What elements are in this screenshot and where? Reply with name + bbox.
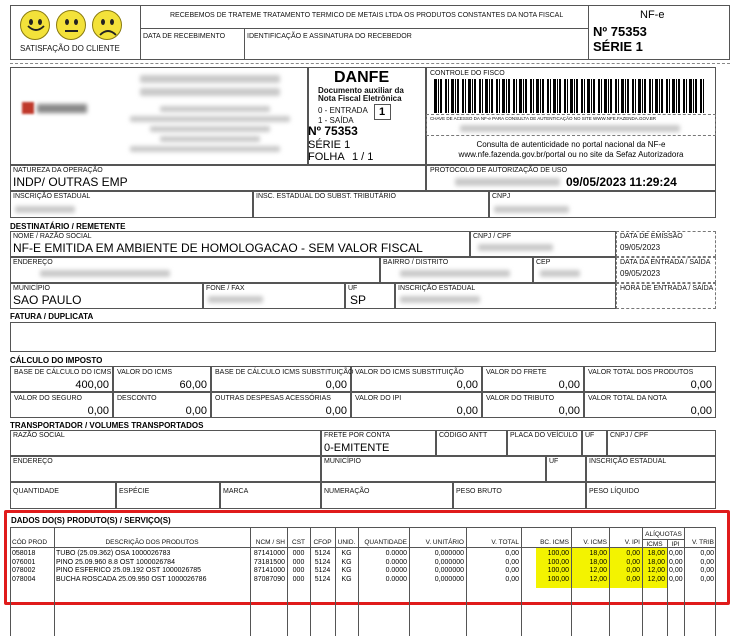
table-column-line <box>667 540 668 636</box>
table-header-cell: NCM / SH <box>255 539 285 546</box>
table-cell: 0,00 <box>669 567 683 574</box>
transp-municipio-label: MUNICÍPIO <box>324 458 361 465</box>
entrada-saida-value: 09/05/2023 <box>620 269 661 278</box>
table-header-cell: CÓD PROD <box>12 539 48 546</box>
cnpj-box <box>489 191 716 218</box>
danfe-number: Nº 75353 <box>308 124 358 138</box>
consulta-line-1: Consulta de autenticidade no portal nacional da NF-e <box>476 140 666 149</box>
tax-field <box>351 392 482 418</box>
table-cell: 12,00 <box>647 575 665 583</box>
table-cell: 000 <box>292 558 305 566</box>
divider <box>140 28 588 29</box>
sad-face-icon <box>92 10 122 40</box>
table-header-cell: V. TRIB <box>691 539 714 546</box>
peso-bruto-label: PESO BRUTO <box>456 488 502 495</box>
transp-endereco-box <box>10 456 321 482</box>
cnpj-cpf-label: CNPJ / CPF <box>473 233 512 240</box>
table-cell: 87141000 <box>253 550 285 557</box>
table-column-line <box>310 527 311 636</box>
table-header-cell: V. ICMS <box>583 539 607 546</box>
cep-label: CEP <box>536 259 551 266</box>
table-cell: 058018 <box>12 550 36 557</box>
table-cell: 0,00 <box>669 550 683 557</box>
natureza-label: NATUREZA DA OPERAÇÃO <box>13 167 103 174</box>
natureza-value: INDP/ OUTRAS EMP <box>13 175 128 189</box>
table-column-line <box>571 527 572 636</box>
receipt-text: RECEBEMOS DE TRATEME TRATAMENTO TERMICO DE METAIS LTDA OS PRODUTOS CONSTANTES DA NOTA FISCAL <box>170 12 564 19</box>
tax-field-value: 0,00 <box>87 405 109 417</box>
tax-field-label: VALOR DO ICMS SUBSTITUIÇÃO <box>355 369 464 376</box>
ie-label: INSCRIÇÃO ESTADUAL <box>13 193 91 200</box>
danfe-subtitle-2: Nota Fiscal Eletrônica <box>318 94 402 103</box>
fatura-section-title: FATURA / DUPLICATA <box>10 312 94 321</box>
table-cell: 18,00 <box>647 558 665 566</box>
destinatario-section-title: DESTINATÁRIO / REMETENTE <box>10 222 126 231</box>
table-cell: 18,00 <box>589 558 607 566</box>
tax-field <box>482 392 584 418</box>
table-column-line <box>642 527 643 636</box>
tax-field <box>584 366 716 392</box>
endereco-label: ENDEREÇO <box>13 259 53 266</box>
table-cell: KG <box>341 558 352 566</box>
peso-liquido-label: PESO LÍQUIDO <box>589 488 640 495</box>
tax-field <box>482 366 584 392</box>
table-cell: 0,00 <box>669 558 683 566</box>
tax-field <box>10 366 113 392</box>
table-column-line <box>358 527 359 636</box>
table-cell: 87141000 <box>253 567 285 574</box>
table-cell: 0.0000 <box>385 575 407 583</box>
table-cell: BUCHA ROSCADA 25.09.950 OST 1000026786 <box>56 575 207 583</box>
table-cell: 5124 <box>314 567 331 574</box>
table-cell: 000 <box>292 550 305 557</box>
table-cell: 0,000000 <box>434 567 464 574</box>
tax-field-label: VALOR DO SEGURO <box>14 395 82 402</box>
table-cell: 0,00 <box>626 550 640 557</box>
hora-label: HORA DE ENTRADA / SAÍDA <box>620 285 714 292</box>
table-header-cell: CFOP <box>313 539 332 546</box>
placa-label: PLACA DO VEÍCULO <box>510 432 578 439</box>
table-column-line <box>287 527 288 636</box>
tax-field-value: 0,00 <box>456 379 478 391</box>
happy-face-icon <box>20 10 50 40</box>
divider <box>588 5 589 60</box>
nome-label: NOME / RAZÃO SOCIAL <box>13 233 92 240</box>
tax-field-value: 0,00 <box>185 405 207 417</box>
table-cell: 0.0000 <box>385 558 407 566</box>
table-cell: 0,00 <box>700 567 714 574</box>
uf-value: SP <box>350 293 367 307</box>
table-cell: 73181500 <box>253 558 285 566</box>
tax-field-label: VALOR TOTAL DOS PRODUTOS <box>588 369 694 376</box>
emissao-value: 09/05/2023 <box>620 243 661 252</box>
consulta-line-2: www.nfe.fazenda.gov.br/portal ou no site da Sefaz Autorizadora <box>458 150 684 159</box>
signature-label: IDENTIFICAÇÃO E ASSINATURA DO RECEBEDOR <box>247 33 412 40</box>
table-cell: 5124 <box>314 558 331 566</box>
table-column-line <box>466 527 467 636</box>
fone-label: FONE / FAX <box>206 285 245 292</box>
table-header-cell: QUANTIDADE <box>364 539 407 546</box>
cut-line <box>10 63 730 64</box>
table-cell: PINO 25.09.960 8.8 OST 1000026784 <box>56 558 175 566</box>
antt-label: CÓDIGO ANTT <box>439 432 488 439</box>
table-cell: 0,00 <box>505 575 519 583</box>
table-cell: 000 <box>292 575 305 583</box>
entrada-label: 0 - ENTRADA <box>318 106 368 115</box>
uf-label: UF <box>348 285 358 292</box>
table-cell: 0,00 <box>505 567 519 574</box>
table-header-cell: DESCRIÇÃO DOS PRODUTOS <box>105 539 199 546</box>
divider <box>244 28 245 60</box>
table-header-cell: UNID. <box>337 539 356 546</box>
table-cell: 076001 <box>12 558 36 566</box>
table-cell: 0,00 <box>700 575 714 583</box>
table-cell: 0,00 <box>700 558 714 566</box>
table-cell: 100,00 <box>547 567 569 574</box>
table-header-cell: BC. ICMS <box>540 539 569 546</box>
table-column-line <box>609 527 610 636</box>
tax-field-label: BASE DE CÁLCULO ICMS SUBSTITUIÇÃO <box>215 369 354 376</box>
aliquotas-line <box>642 539 684 540</box>
emissao-label: DATA DE EMISSÃO <box>620 233 683 240</box>
tax-field-label: BASE DE CÁLCULO DO ICMS <box>14 369 112 376</box>
table-header-cell: V. UNITÁRIO <box>425 539 464 546</box>
table-cell: 0,00 <box>505 550 519 557</box>
tax-field-value: 0,00 <box>690 405 712 417</box>
table-cell: 0,000000 <box>434 550 464 557</box>
transportador-section-title: TRANSPORTADOR / VOLUMES TRANSPORTADOS <box>10 421 204 430</box>
tax-field-value: 0,00 <box>690 379 712 391</box>
folha-label: FOLHA <box>308 151 345 163</box>
frete-value: 0-EMITENTE <box>324 442 390 454</box>
quantidade-label: QUANTIDADE <box>13 488 59 495</box>
tax-field-value: 0,00 <box>325 405 347 417</box>
imposto-section-title: CÁLCULO DO IMPOSTO <box>10 356 103 365</box>
table-cell: 12,00 <box>589 567 607 574</box>
table-cell: 0.0000 <box>385 550 407 557</box>
tax-field-value: 400,00 <box>75 379 109 391</box>
cnpj-label: CNPJ <box>492 193 511 200</box>
transp-uf2-label: UF <box>549 458 559 465</box>
tax-field-label: VALOR DO FRETE <box>486 369 547 376</box>
entrada-saida-label: DATA DA ENTRADA / SAÍDA <box>620 259 711 266</box>
table-header-line <box>10 547 716 548</box>
tax-field-label: VALOR TOTAL DA NOTA <box>588 395 667 402</box>
table-cell: 0.0000 <box>385 567 407 574</box>
table-column-line <box>250 527 251 636</box>
danfe-title: DANFE <box>334 69 390 86</box>
tax-field <box>211 392 351 418</box>
table-cell: 0,00 <box>700 550 714 557</box>
tax-field <box>113 392 211 418</box>
table-header-cell: ICMS <box>646 541 663 548</box>
nome-value: NF-E EMITIDA EM AMBIENTE DE HOMOLOGACAO - SEM VALOR FISCAL <box>13 241 423 255</box>
divider <box>140 5 141 60</box>
transp-uf-label: UF <box>585 432 595 439</box>
canhoto-nfe-label: NF-e <box>640 9 665 21</box>
controle-fisco-label: CONTROLE DO FISCO <box>430 70 505 77</box>
tax-field-value: 0,00 <box>456 405 478 417</box>
tax-field <box>113 366 211 392</box>
ie-st-label: INSC. ESTADUAL DO SUBST. TRIBUTÁRIO <box>256 193 396 200</box>
transp-ie-label: INSCRIÇÃO ESTADUAL <box>589 458 667 465</box>
table-cell: 0,000000 <box>434 558 464 566</box>
bairro-label: BAIRRO / DISTRITO <box>383 259 449 266</box>
saida-label: 1 - SAÍDA <box>318 116 354 125</box>
table-cell: 0,00 <box>626 558 640 566</box>
chave-acesso-label: CHAVE DE ACESSO DA NF-e PARA CONSULTA DE AUTENTICAÇÃO NO SITE WWW.NFE.FAZENDA.GOV.BR <box>430 116 657 121</box>
tax-field-label: OUTRAS DESPESAS ACESSÓRIAS <box>215 395 331 402</box>
table-header-cell: CST <box>292 539 305 546</box>
tax-field-label: VALOR DO ICMS <box>117 369 173 376</box>
table-cell: 5124 <box>314 550 331 557</box>
table-cell: KG <box>341 550 352 557</box>
tipo-value: 1 <box>379 106 386 118</box>
tax-field-value: 0,00 <box>558 379 580 391</box>
table-cell: 12,00 <box>647 567 665 574</box>
table-column-line <box>409 527 410 636</box>
transp-endereco-label: ENDEREÇO <box>13 458 53 465</box>
consulta-text <box>426 140 716 160</box>
table-column-line <box>54 527 55 636</box>
table-cell: 87087090 <box>253 575 285 583</box>
barcode <box>434 79 710 113</box>
table-cell: KG <box>341 567 352 574</box>
protocolo-label: PROTOCOLO DE AUTORIZAÇÃO DE USO <box>430 167 568 174</box>
table-cell: 18,00 <box>647 550 665 557</box>
table-cell: 0,000000 <box>434 575 464 583</box>
danfe-serie: SÉRIE 1 <box>308 139 351 151</box>
table-column-line <box>335 527 336 636</box>
table-cell: 5124 <box>314 575 331 583</box>
receipt-date-label: DATA DE RECEBIMENTO <box>143 33 226 40</box>
tax-field <box>10 392 113 418</box>
municipio-label: MUNICÍPIO <box>13 285 50 292</box>
table-cell: 000 <box>292 567 305 574</box>
tax-field-value: 0,00 <box>558 405 580 417</box>
table-column-line <box>684 527 685 636</box>
table-cell: 18,00 <box>589 550 607 557</box>
table-cell: 100,00 <box>547 550 569 557</box>
satisfaction-label: SATISFAÇÃO DO CLIENTE <box>20 44 120 53</box>
table-cell: 0,00 <box>626 575 640 583</box>
table-cell: 0,00 <box>505 558 519 566</box>
numeracao-label: NUMERAÇÃO <box>324 488 370 495</box>
company-logo <box>22 100 92 118</box>
folha-value: 1 / 1 <box>352 151 374 163</box>
table-column-line <box>521 527 522 636</box>
transp-cnpj-label: CNPJ / CPF <box>610 432 649 439</box>
neutral-face-icon <box>56 10 86 40</box>
canhoto-nfe-number: Nº 75353 <box>593 24 647 39</box>
table-cell: 0,00 <box>669 575 683 583</box>
danfe-subtitle-1: Documento auxiliar da <box>318 86 404 95</box>
table-cell: 12,00 <box>589 575 607 583</box>
fatura-box <box>10 322 716 352</box>
table-cell: TUBO (25.09.362) OSA 1000026783 <box>56 550 171 557</box>
table-cell: 078004 <box>12 575 36 583</box>
tax-field-label: VALOR DO TRIBUTO <box>486 395 555 402</box>
table-header-cell: V. TOTAL <box>491 539 519 546</box>
especie-label: ESPÉCIE <box>119 488 150 495</box>
tax-field-value: 0,00 <box>325 379 347 391</box>
municipio-value: SAO PAULO <box>13 293 82 307</box>
table-header-cell: IPI <box>671 541 680 548</box>
protocolo-datetime: 09/05/2023 11:29:24 <box>566 175 677 189</box>
marca-label: MARCA <box>223 488 249 495</box>
table-cell: 0,00 <box>626 567 640 574</box>
table-cell: 100,00 <box>547 558 569 566</box>
tax-field-label: DESCONTO <box>117 395 157 402</box>
table-cell: 100,00 <box>547 575 569 583</box>
tax-field <box>211 366 354 392</box>
frete-label: FRETE POR CONTA <box>324 432 390 439</box>
tax-field-label: VALOR DO IPI <box>355 395 402 402</box>
tax-field <box>584 392 716 418</box>
tax-field <box>351 366 482 392</box>
table-cell: 078002 <box>12 567 36 574</box>
produtos-section-title: DADOS DO(S) PRODUTO(S) / SERVIÇO(S) <box>11 516 171 525</box>
canhoto-nfe-serie: SÉRIE 1 <box>593 39 643 54</box>
table-cell: KG <box>341 575 352 583</box>
tax-field-value: 60,00 <box>179 379 207 391</box>
dest-ie-label: INSCRIÇÃO ESTADUAL <box>398 285 476 292</box>
razao-label: RAZÃO SOCIAL <box>13 432 65 439</box>
table-header-cell: V. IPI <box>624 539 640 546</box>
aliquotas-label: ALÍQUOTAS <box>645 531 682 538</box>
table-cell: PINO ESFERICO 25.09.192 OST 1000026785 <box>56 567 202 574</box>
